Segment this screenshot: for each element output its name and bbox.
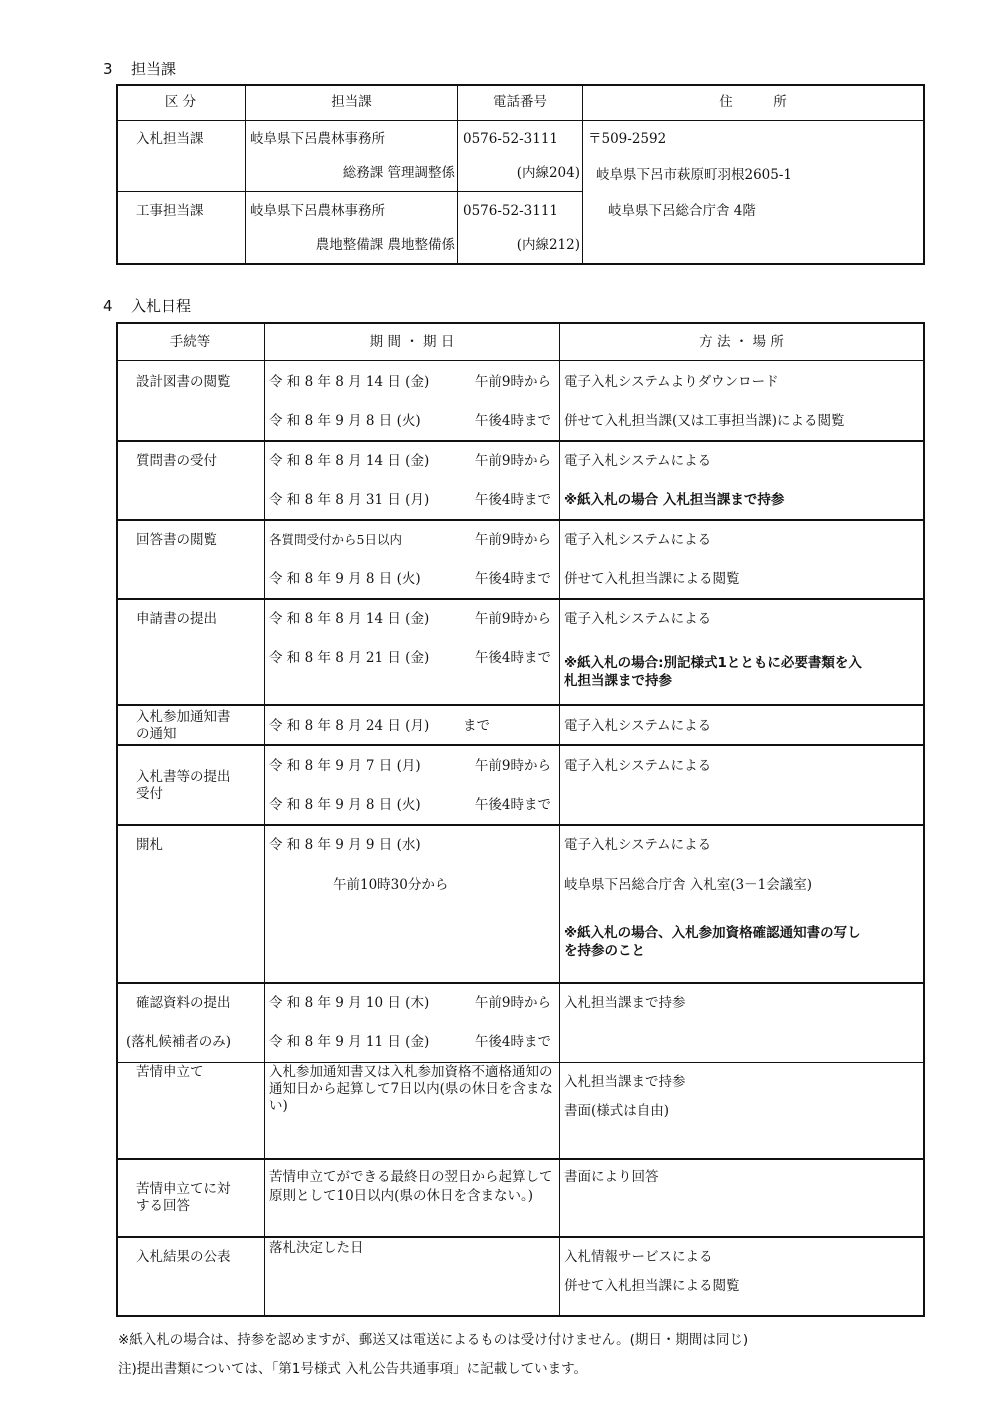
- r2-method2: ※紙入札の場合 入札担当課まで持参: [564, 492, 785, 508]
- row2-phone: 0576-52-3111: [463, 203, 559, 219]
- r4-date1: 令 和 8 年 8 月 14 日 (金): [269, 611, 430, 627]
- r6-date1: 令 和 8 年 9 月 7 日 (月): [269, 758, 421, 774]
- header-address: 住 所: [719, 94, 787, 110]
- row1-division: 総務課 管理調整係: [342, 165, 455, 181]
- r2-date2: 令 和 8 年 8 月 31 日 (月): [269, 492, 430, 508]
- r8-procedure-line1: 確認資料の提出: [136, 995, 231, 1011]
- r8-date1: 令 和 8 年 9 月 10 日 (木): [269, 995, 430, 1011]
- row2-category: 工事担当課: [136, 203, 204, 219]
- r7-method2: 岐阜県下呂総合庁舎 入札室(3－1会議室): [564, 877, 813, 893]
- header-method: 方 法 ・ 場 所: [699, 334, 784, 350]
- address-line2: 岐阜県下呂総合庁舎 4階: [608, 203, 756, 219]
- r2-time1: 午前9時から: [474, 453, 551, 469]
- r7-date1: 令 和 8 年 9 月 9 日 (水): [269, 837, 421, 853]
- r6-method1: 電子入札システムによる: [564, 758, 712, 774]
- r9-period: 入札参加通知書又は入札参加資格不適格通知の通知日から起算して7日以内(県の休日を含まない): [269, 1064, 553, 1114]
- row2-extension: (内線212): [516, 237, 580, 253]
- section-3-title: 担当課: [131, 60, 177, 78]
- section-3-number: 3: [103, 60, 113, 78]
- r6-date2: 令 和 8 年 9 月 8 日 (火): [269, 797, 421, 813]
- r6-time2: 午後4時まで: [474, 797, 551, 813]
- address-postal: 〒509-2592: [588, 131, 667, 147]
- header-period: 期 間 ・ 期 日: [369, 334, 455, 350]
- row1-phone: 0576-52-3111: [463, 131, 559, 147]
- r11-procedure: 入札結果の公表: [136, 1249, 231, 1265]
- r1-method1: 電子入札システムよりダウンロード: [564, 374, 779, 390]
- r10-period: 苦情申立てができる最終日の翌日から起算して原則として10日以内(県の休日を含まない。): [269, 1169, 553, 1204]
- r11-method1: 入札情報サービスによる: [564, 1249, 713, 1265]
- r11-method2: 併せて入札担当課による閲覧: [564, 1278, 740, 1294]
- section-4-number: 4: [103, 297, 113, 315]
- r7-procedure: 開札: [136, 837, 163, 853]
- r2-method1: 電子入札システムによる: [564, 453, 712, 469]
- r9-method1: 入札担当課まで持参: [564, 1074, 686, 1090]
- r3-date2: 令 和 8 年 9 月 8 日 (火): [269, 571, 421, 587]
- r5-date1: 令 和 8 年 8 月 24 日 (月): [269, 718, 430, 734]
- contact-table: [116, 84, 925, 265]
- r8-time1: 午前9時から: [474, 995, 551, 1011]
- r8-procedure-line2: (落札候補者のみ): [126, 1034, 232, 1050]
- r10-method1: 書面により回答: [564, 1169, 659, 1185]
- section-4-title: 入札日程: [131, 297, 192, 315]
- r11-period: 落札決定した日: [269, 1240, 364, 1256]
- r7-method3: ※紙入札の場合、入札参加資格確認通知書の写し: [564, 925, 861, 941]
- r4-time2: 午後4時まで: [474, 650, 551, 666]
- row1-office: 岐阜県下呂農林事務所: [250, 131, 385, 147]
- r8-method1: 入札担当課まで持参: [564, 995, 686, 1011]
- r8-time2: 午後4時まで: [474, 1034, 551, 1050]
- r2-date1: 令 和 8 年 8 月 14 日 (金): [269, 453, 430, 469]
- r6-procedure-line1: 入札書等の提出: [136, 769, 231, 785]
- r1-date1: 令 和 8 年 8 月 14 日 (金): [269, 374, 430, 390]
- section-3-heading: [103, 58, 176, 79]
- r9-procedure: 苦情申立て: [136, 1064, 204, 1080]
- row2-office: 岐阜県下呂農林事務所: [250, 203, 385, 219]
- r2-time2: 午後4時まで: [474, 492, 551, 508]
- r4-method3: 札担当課まで持参: [564, 673, 672, 689]
- r4-procedure: 申請書の提出: [136, 611, 217, 627]
- schedule-table: [116, 322, 925, 1317]
- header-department: 担当課: [331, 94, 372, 110]
- row1-extension: (内線204): [516, 165, 580, 181]
- r1-time2: 午後4時まで: [474, 413, 551, 429]
- r5-time1: まで: [463, 718, 490, 734]
- r10-procedure-line2: する回答: [136, 1198, 190, 1214]
- r10-procedure-line1: 苦情申立てに対: [136, 1181, 231, 1197]
- r3-time2: 午後4時まで: [474, 571, 551, 587]
- r1-date2: 令 和 8 年 9 月 8 日 (火): [269, 413, 421, 429]
- r1-method2: 併せて入札担当課(又は工事担当課)による閲覧: [564, 413, 845, 429]
- r2-procedure: 質問書の受付: [136, 453, 217, 469]
- r5-procedure-line1: 入札参加通知書: [136, 709, 231, 725]
- r8-date2: 令 和 8 年 9 月 11 日 (金): [269, 1034, 430, 1050]
- row1-category: 入札担当課: [136, 131, 204, 147]
- header-procedure: 手続等: [169, 334, 211, 350]
- r9-method2: 書面(様式は自由): [564, 1103, 670, 1119]
- r4-time1: 午前9時から: [474, 611, 551, 627]
- r5-procedure-line2: の通知: [136, 726, 177, 742]
- address-line1: 岐阜県下呂市萩原町羽根2605-1: [596, 167, 793, 183]
- row2-division: 農地整備課 農地整備係: [315, 237, 455, 253]
- header-category: 区 分: [164, 94, 197, 110]
- r3-time1: 午前9時から: [474, 532, 551, 548]
- r5-method1: 電子入札システムによる: [564, 718, 712, 734]
- header-phone: 電話番号: [493, 94, 547, 110]
- note-submission-documents: 注)提出書類については、「第1号様式 入札公告共通事項」に記載しています。: [118, 1361, 588, 1377]
- r3-procedure: 回答書の閲覧: [136, 532, 217, 548]
- r7-time2: 午前10時30分から: [333, 877, 449, 893]
- r6-procedure-line2: 受付: [136, 786, 163, 802]
- r1-time1: 午前9時から: [474, 374, 551, 390]
- r4-method2: ※紙入札の場合:別記様式1とともに必要書類を入: [564, 655, 862, 671]
- r7-method1: 電子入札システムによる: [564, 837, 712, 853]
- r3-date1: 各質問受付から5日以内: [269, 532, 402, 547]
- r4-date2: 令 和 8 年 8 月 21 日 (金): [269, 650, 430, 666]
- r7-method4: を持参のこと: [564, 943, 645, 959]
- r4-method1: 電子入札システムによる: [564, 611, 712, 627]
- r3-method2: 併せて入札担当課による閲覧: [564, 571, 740, 587]
- r3-method1: 電子入札システムによる: [564, 532, 712, 548]
- r1-procedure: 設計図書の閲覧: [136, 374, 231, 390]
- section-4-heading: [103, 295, 191, 316]
- r6-time1: 午前9時から: [474, 758, 551, 774]
- note-paper-bid: ※紙入札の場合は、持参を認めますが、郵送又は電送によるものは受け付けません。(期日・期間は同じ): [118, 1332, 749, 1348]
